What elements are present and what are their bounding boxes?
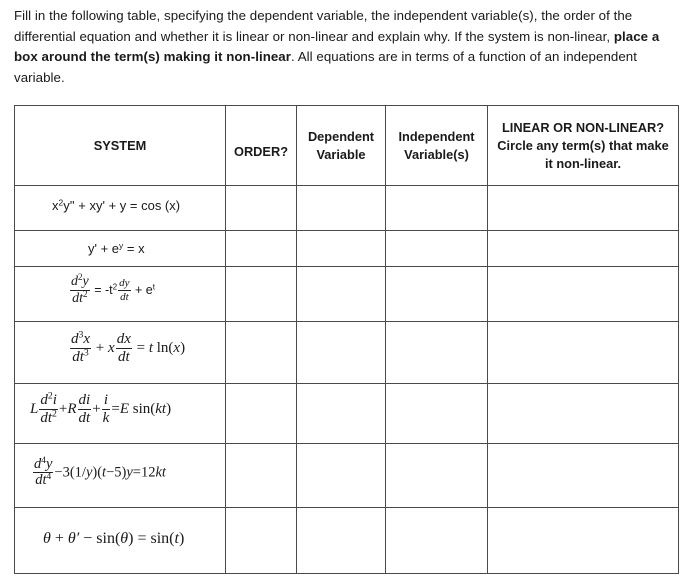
equation-cell xyxy=(15,322,226,384)
header-independent xyxy=(386,106,488,186)
equation-6: $\frac{d^4y}{dt^4}$ −3(1/y)(t−5)y=12kt xyxy=(34,455,166,489)
answer-cell-linear[interactable] xyxy=(488,508,679,574)
instructions-text: Fill in the following table, specifying the dependent variable, the independent variable(s), the order of the differential equation and whether it is linear or non-linear and explain why. If the system is non-linear, xyxy=(14,8,633,44)
instructions-text-end: . All equations are in terms of a function of an independent variable. xyxy=(14,49,637,85)
instructions-bold-text: place a box around the term(s) making it non-linear xyxy=(14,28,660,64)
answer-cell-linear[interactable] xyxy=(488,231,679,267)
header-dependent-line1: Dependent xyxy=(307,128,375,144)
answer-cell-independent[interactable] xyxy=(386,508,488,574)
header-linear-line3: it non-linear. xyxy=(544,155,622,171)
answer-cell-dependent[interactable] xyxy=(297,267,386,322)
header-linear-line2: Circle any term(s) that make xyxy=(497,137,669,153)
answer-cell-linear[interactable] xyxy=(488,322,679,384)
answer-cell-independent[interactable] xyxy=(386,186,488,231)
worksheet-table xyxy=(14,105,679,574)
equation-cell xyxy=(15,267,226,322)
answer-cell-order[interactable] xyxy=(226,444,297,508)
equation-cell xyxy=(15,444,226,508)
table-row xyxy=(15,322,679,384)
answer-cell-dependent[interactable] xyxy=(297,444,386,508)
table-row xyxy=(15,186,679,231)
header-row xyxy=(15,106,679,186)
equation-4: $\frac{d^3x}{dt^3}$ + x $\frac{dx}{dt}$ = t ln(x) xyxy=(71,329,186,365)
answer-cell-order[interactable] xyxy=(226,322,297,384)
answer-cell-order[interactable] xyxy=(226,231,297,267)
header-order xyxy=(226,106,297,186)
table-row xyxy=(15,231,679,267)
equation-cell xyxy=(15,384,226,444)
equation-1: $x^2y'' + xy' + y = \cos (x)$ xyxy=(52,197,181,213)
answer-cell-independent[interactable] xyxy=(386,231,488,267)
header-order-label: ORDER? xyxy=(233,144,289,159)
header-dependent-line2: Variable xyxy=(316,146,366,162)
answer-cell-independent[interactable] xyxy=(386,384,488,444)
equation-3: $\frac{d^2y}{dt^2}$ = $-t^2$ $\frac{dy}{dt}$ + $e^t$ xyxy=(71,272,156,306)
answer-cell-dependent[interactable] xyxy=(297,231,386,267)
answer-cell-order[interactable] xyxy=(226,186,297,231)
table-row xyxy=(15,444,679,508)
answer-cell-order[interactable] xyxy=(226,384,297,444)
answer-cell-linear[interactable] xyxy=(488,267,679,322)
equation-cell xyxy=(15,231,226,267)
answer-cell-dependent[interactable] xyxy=(297,186,386,231)
answer-cell-dependent[interactable] xyxy=(297,384,386,444)
header-system-label: SYSTEM xyxy=(93,137,147,153)
answer-cell-linear[interactable] xyxy=(488,384,679,444)
header-independent-line2: Variable(s) xyxy=(404,146,469,162)
table-row xyxy=(15,384,679,444)
equation-7: θ + θ′ − sin(θ) = sin(t) xyxy=(43,530,185,547)
answer-cell-independent[interactable] xyxy=(386,322,488,384)
answer-cell-linear[interactable] xyxy=(488,186,679,231)
header-system xyxy=(15,106,226,186)
answer-cell-dependent[interactable] xyxy=(297,508,386,574)
equation-2: $y' + e^y = x$ xyxy=(88,240,145,256)
header-linear xyxy=(488,106,679,186)
answer-cell-order[interactable] xyxy=(226,267,297,322)
header-independent-line1: Independent xyxy=(398,128,475,144)
answer-cell-linear[interactable] xyxy=(488,444,679,508)
instructions-paragraph xyxy=(14,6,686,88)
table-row xyxy=(15,267,679,322)
table-row xyxy=(15,508,679,574)
answer-cell-independent[interactable] xyxy=(386,267,488,322)
answer-cell-independent[interactable] xyxy=(386,444,488,508)
header-linear-line1: LINEAR OR NON-LINEAR? xyxy=(501,119,665,135)
answer-cell-order[interactable] xyxy=(226,508,297,574)
equation-cell xyxy=(15,508,226,574)
equation-5: L $\frac{d^2i}{dt^2}$ +R $\frac{di}{dt}$ + $\frac{i}{k}$ =E sin(kt) xyxy=(30,390,172,426)
equation-cell xyxy=(15,186,226,231)
answer-cell-dependent[interactable] xyxy=(297,322,386,384)
header-dependent xyxy=(297,106,386,186)
